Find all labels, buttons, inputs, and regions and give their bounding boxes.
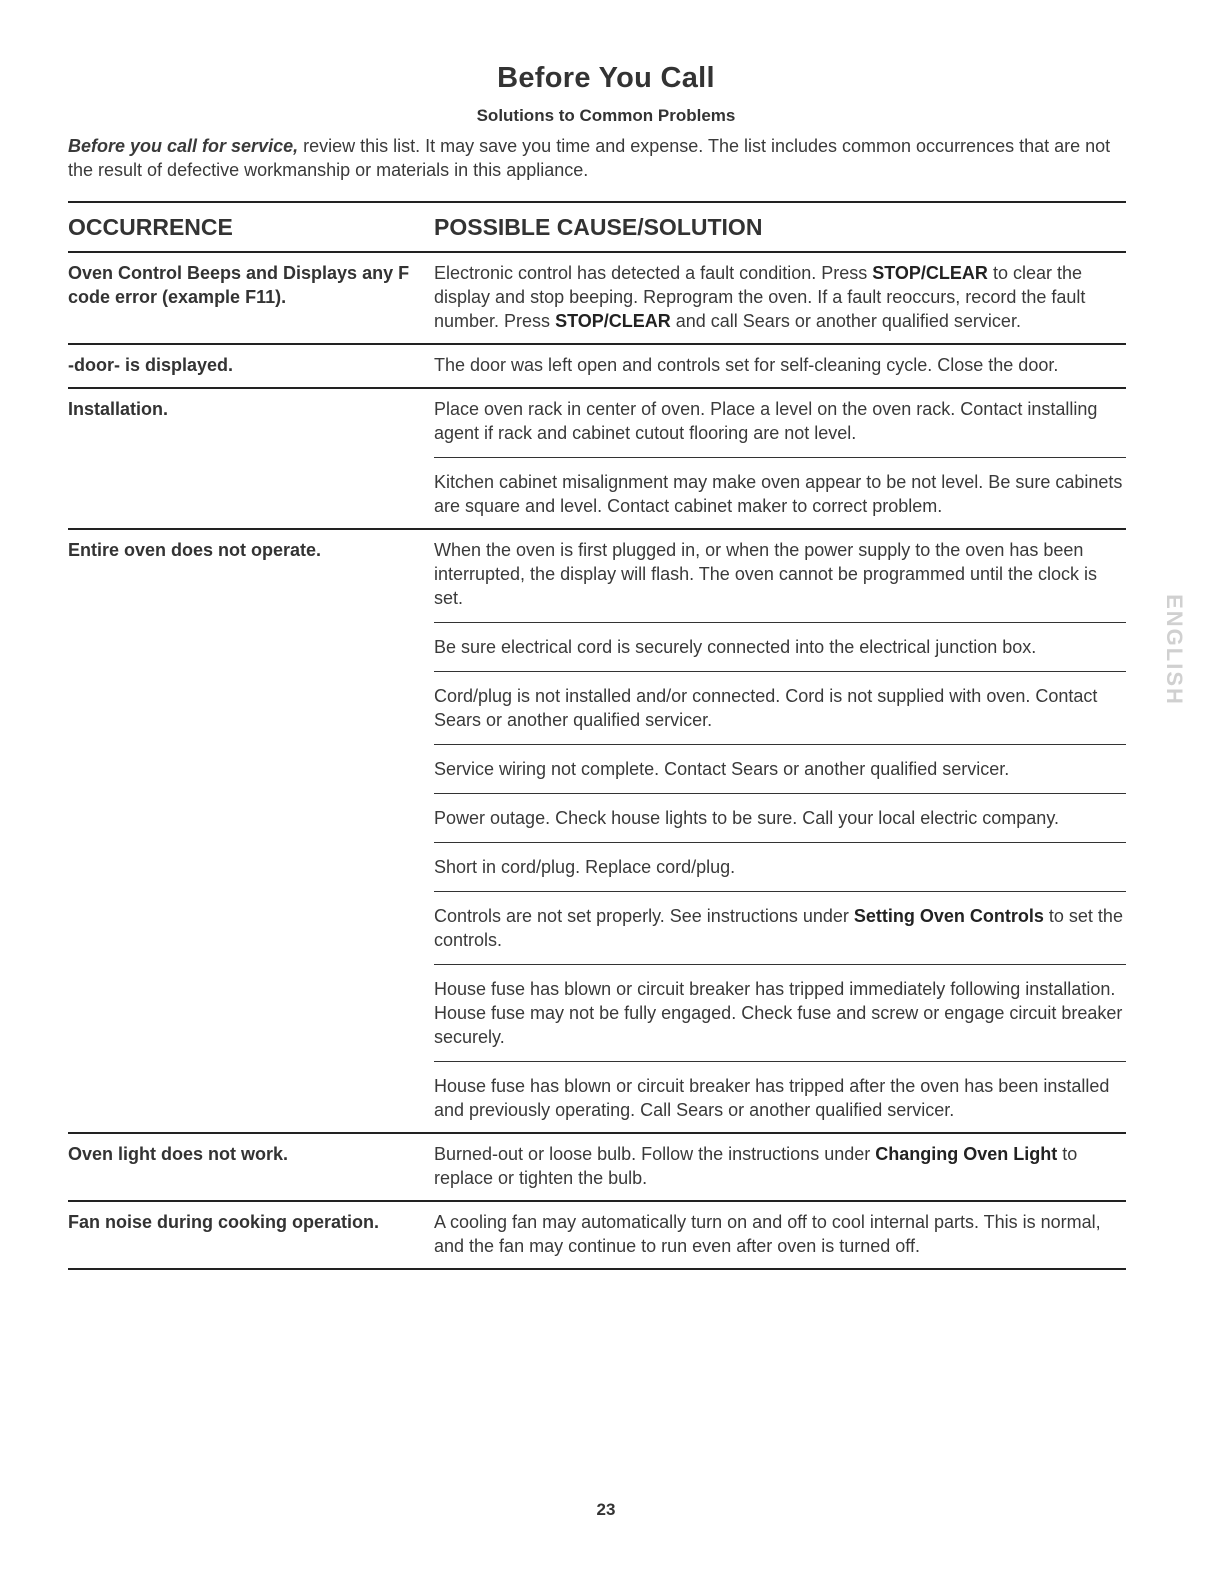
troubleshooting-table bbox=[68, 201, 1126, 1270]
solution-text: Burned-out or loose bulb. Follow the instructions under bbox=[434, 1144, 876, 1164]
solution-cell bbox=[434, 397, 1126, 518]
solution-item bbox=[434, 842, 1126, 891]
solution-item bbox=[434, 1061, 1126, 1122]
solution-text: Cord/plug is not installed and/or connected. Cord is not supplied with oven. Contact Sears or another qualified servicer. bbox=[434, 686, 1098, 730]
solution-item bbox=[434, 891, 1126, 964]
solution-cell bbox=[434, 1142, 1126, 1190]
table-row bbox=[68, 1134, 1126, 1202]
emphasis-text: STOP/CLEAR bbox=[872, 263, 988, 283]
solution-item bbox=[434, 744, 1126, 793]
occurrence-cell: -door- is displayed. bbox=[68, 355, 234, 375]
table-row bbox=[68, 345, 1126, 389]
solution-text: Kitchen cabinet misalignment may make oven appear to be not level. Be sure cabinets are square and level. Contact cabinet maker to correct problem. bbox=[434, 472, 1123, 516]
solution-text: Power outage. Check house lights to be sure. Call your local electric company. bbox=[434, 808, 1059, 828]
intro-paragraph bbox=[68, 134, 1130, 182]
column-header-occurrence: OCCURRENCE bbox=[68, 213, 233, 240]
solution-item bbox=[434, 964, 1126, 1061]
occurrence-cell: Installation. bbox=[68, 399, 169, 419]
solution-text: A cooling fan may automatically turn on and off to cool internal parts. This is normal, and the fan may continue to run even after oven is turned off. bbox=[434, 1212, 1101, 1256]
solution-text: to replace or tighten the bulb. bbox=[434, 1144, 1078, 1188]
solution-item bbox=[434, 397, 1126, 457]
solution-cell bbox=[434, 353, 1126, 377]
solution-text: Controls are not set properly. See instructions under bbox=[434, 906, 854, 926]
solution-text: Service wiring not complete. Contact Sears or another qualified servicer. bbox=[434, 759, 1010, 779]
occurrence-cell: Oven Control Beeps and Displays any F code error (example F11). bbox=[68, 263, 410, 307]
table-row bbox=[68, 1202, 1126, 1270]
language-side-tab bbox=[1160, 580, 1188, 720]
column-header-solution: POSSIBLE CAUSE/SOLUTION bbox=[434, 213, 763, 240]
occurrence-cell: Fan noise during cooking operation. bbox=[68, 1212, 380, 1232]
solution-item bbox=[434, 457, 1126, 518]
solution-text: House fuse has blown or circuit breaker has tripped after the oven has been installed and previously operating. Call Sears or another qualified servicer. bbox=[434, 1076, 1110, 1120]
solution-text: When the oven is first plugged in, or when the power supply to the oven has been interrupted, the display will flash. The oven cannot be programmed until the clock is set. bbox=[434, 540, 1098, 608]
solution-text: and call Sears or another qualified servicer. bbox=[670, 311, 1021, 331]
solution-item bbox=[434, 353, 1126, 377]
solution-text: The door was left open and controls set for self-cleaning cycle. Close the door. bbox=[434, 355, 1059, 375]
solution-item bbox=[434, 261, 1126, 333]
occurrence-cell: Entire oven does not operate. bbox=[68, 540, 322, 560]
side-tab-label: ENGLISH bbox=[1162, 594, 1187, 706]
solution-item bbox=[434, 1142, 1126, 1190]
solution-item bbox=[434, 538, 1126, 622]
intro-lead: Before you call for service, bbox=[68, 136, 299, 156]
solution-text: Short in cord/plug. Replace cord/plug. bbox=[434, 857, 736, 877]
table-row bbox=[68, 253, 1126, 345]
solution-text: Electronic control has detected a fault condition. Press bbox=[434, 263, 873, 283]
table-header bbox=[68, 203, 1126, 253]
emphasis-text: Changing Oven Light bbox=[875, 1144, 1058, 1164]
table-row bbox=[68, 389, 1126, 530]
solution-item bbox=[434, 1210, 1126, 1258]
solution-text: to set the controls. bbox=[434, 906, 1123, 950]
solution-text: Be sure electrical cord is securely connected into the electrical junction box. bbox=[434, 637, 1037, 657]
page-title: Before You Call bbox=[497, 62, 715, 94]
intro-text: review this list. It may save you time and expense. The list includes common occurrences that are not the result of defective workmanship or materials in this appliance. bbox=[68, 136, 1111, 180]
page-number: 23 bbox=[596, 1500, 616, 1519]
table-body bbox=[68, 253, 1126, 1270]
occurrence-cell: Oven light does not work. bbox=[68, 1144, 289, 1164]
solution-item bbox=[434, 793, 1126, 842]
solution-cell bbox=[434, 538, 1126, 1122]
solution-item bbox=[434, 622, 1126, 671]
solution-cell bbox=[434, 261, 1126, 333]
emphasis-text: STOP/CLEAR bbox=[555, 311, 671, 331]
table-row bbox=[68, 530, 1126, 1134]
solution-text: Place oven rack in center of oven. Place a level on the oven rack. Contact installing agent if rack and cabinet cutout flooring are not level. bbox=[434, 399, 1098, 443]
solution-text: House fuse has blown or circuit breaker has tripped immediately following installation. House fuse may not be fully engaged. Check fuse and screw or engage circuit breaker securely. bbox=[434, 979, 1123, 1047]
solution-cell bbox=[434, 1210, 1126, 1258]
solution-text: to clear the display and stop beeping. Reprogram the oven. If a fault reoccurs, record the fault number. Press bbox=[434, 263, 1086, 331]
solution-item bbox=[434, 671, 1126, 744]
page-subtitle: Solutions to Common Problems bbox=[476, 106, 736, 125]
emphasis-text: Setting Oven Controls bbox=[853, 906, 1044, 926]
